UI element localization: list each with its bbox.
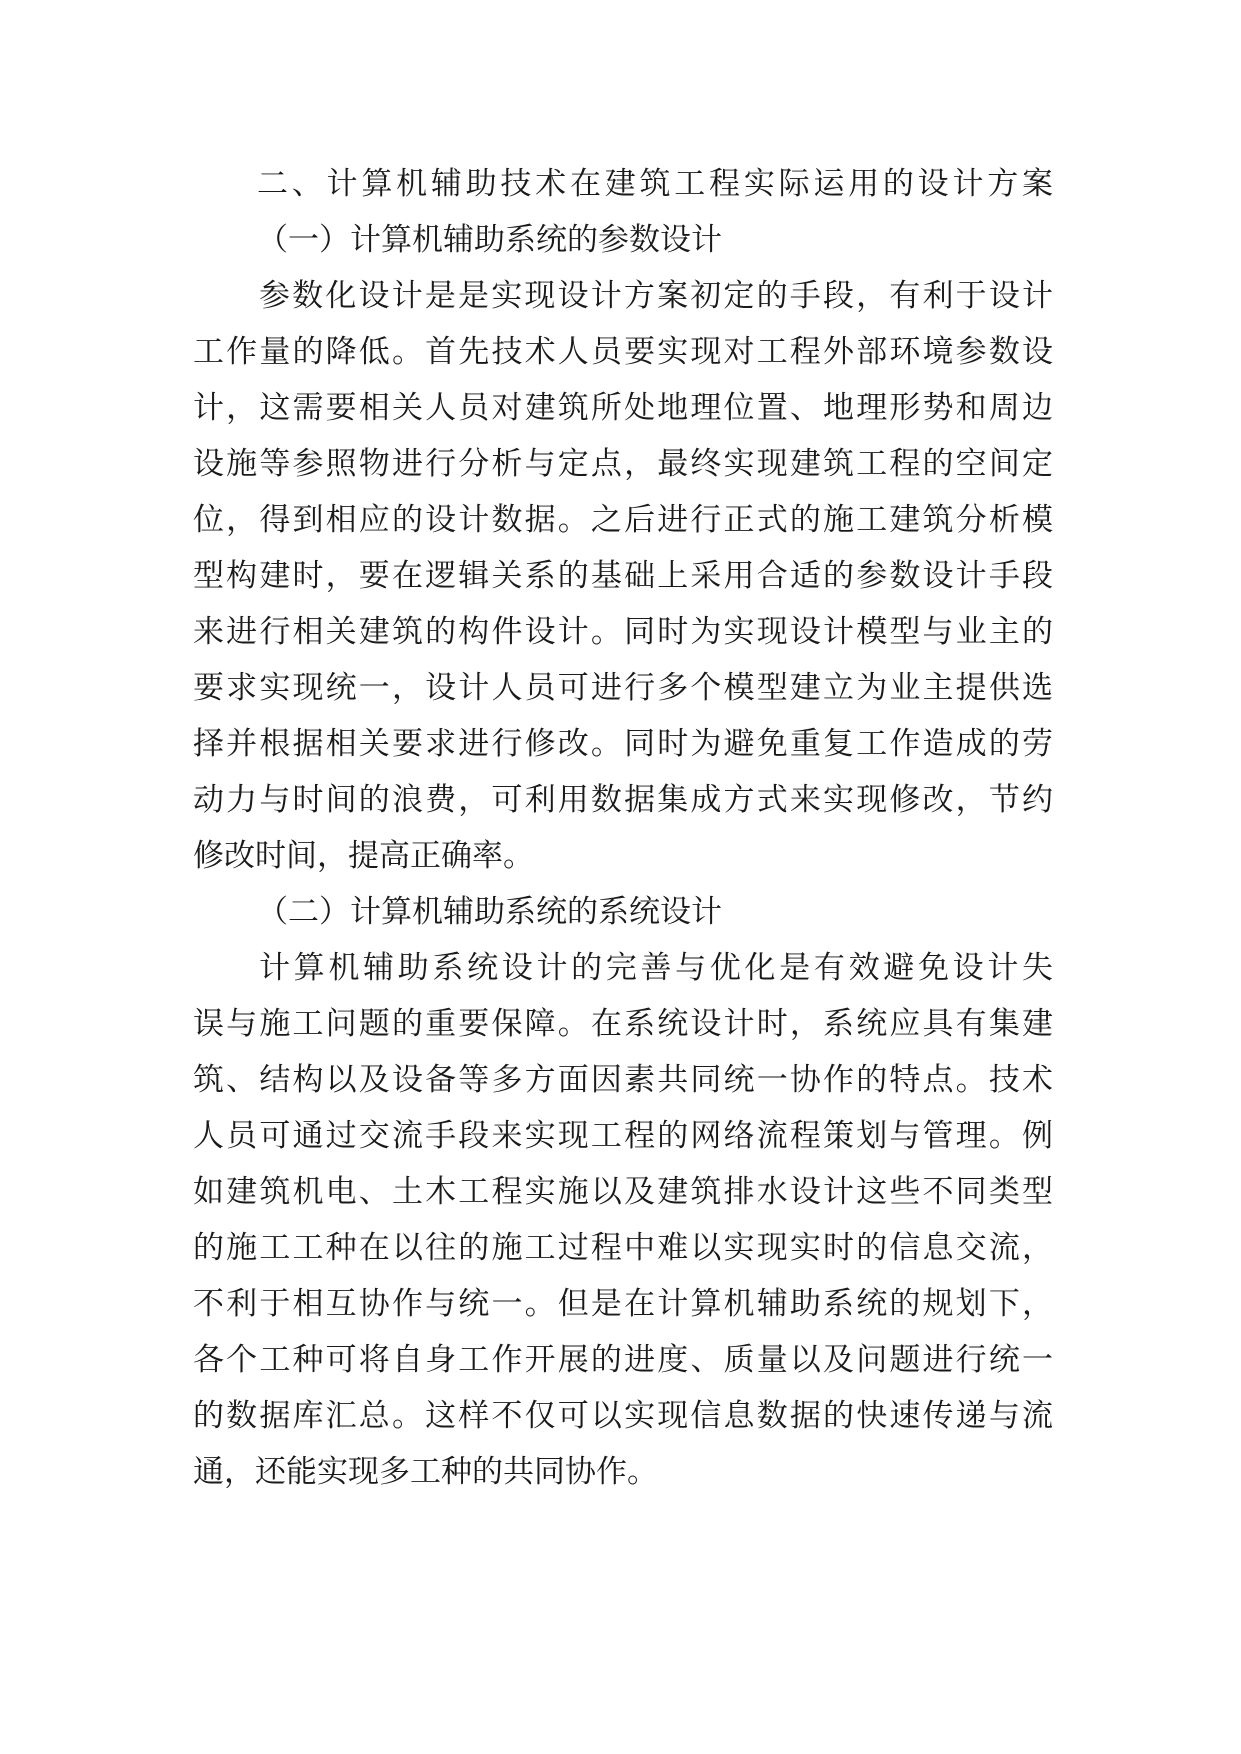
paragraph-line: 设施等参照物进行分析与定点，最终实现建筑工程的空间定 [193,446,1053,482]
paragraph-line: 误与施工问题的重要保障。在系统设计时，系统应具有集建 [193,1006,1053,1042]
paragraph-line: 工作量的降低。首先技术人员要实现对工程外部环境参数设 [193,334,1053,370]
paragraph-line: 如建筑机电、土木工程实施以及建筑排水设计这些不同类型 [193,1174,1053,1210]
paragraph-line: 筑、结构以及设备等多方面因素共同统一协作的特点。技术 [193,1062,1053,1098]
main-heading: 二、计算机辅助技术在建筑工程实际运用的设计方案 [257,166,1053,202]
paragraph-line: 位，得到相应的设计数据。之后进行正式的施工建筑分析模 [193,502,1053,538]
paragraph-line: 要求实现统一，设计人员可进行多个模型建立为业主提供选 [193,670,1053,706]
paragraph-line: 动力与时间的浪费，可利用数据集成方式来实现修改，节约 [193,782,1053,818]
paragraph-line: 来进行相关建筑的构件设计。同时为实现设计模型与业主的 [193,614,1053,650]
paragraph-line: 型构建时，要在逻辑关系的基础上采用合适的参数设计手段 [193,558,1053,594]
paragraph-line: 的施工工种在以往的施工过程中难以实现实时的信息交流， [193,1230,1053,1266]
paragraph-line: 各个工种可将自身工作开展的进度、质量以及问题进行统一 [193,1342,1053,1378]
paragraph-line: 不利于相互协作与统一。但是在计算机辅助系统的规划下， [193,1286,1053,1322]
paragraph-line: 通，还能实现多工种的共同协作。 [193,1454,658,1490]
paragraph-line: 的数据库汇总。这样不仅可以实现信息数据的快速传递与流 [193,1398,1053,1434]
paragraph-line: 择并根据相关要求进行修改。同时为避免重复工作造成的劳 [193,726,1053,762]
paragraph-line: 参数化设计是是实现设计方案初定的手段，有利于设计 [259,278,1053,314]
paragraph-line: 计算机辅助系统设计的完善与优化是有效避免设计失 [259,950,1053,986]
paragraph-line: 修改时间，提高正确率。 [193,838,534,874]
paragraph-line: 计，这需要相关人员对建筑所处地理位置、地理形势和周边 [193,390,1053,426]
paragraph-line: 人员可通过交流手段来实现工程的网络流程策划与管理。例 [193,1118,1053,1154]
section-heading-1: （一）计算机辅助系统的参数设计 [257,222,722,258]
section-heading-2: （二）计算机辅助系统的系统设计 [257,894,722,930]
